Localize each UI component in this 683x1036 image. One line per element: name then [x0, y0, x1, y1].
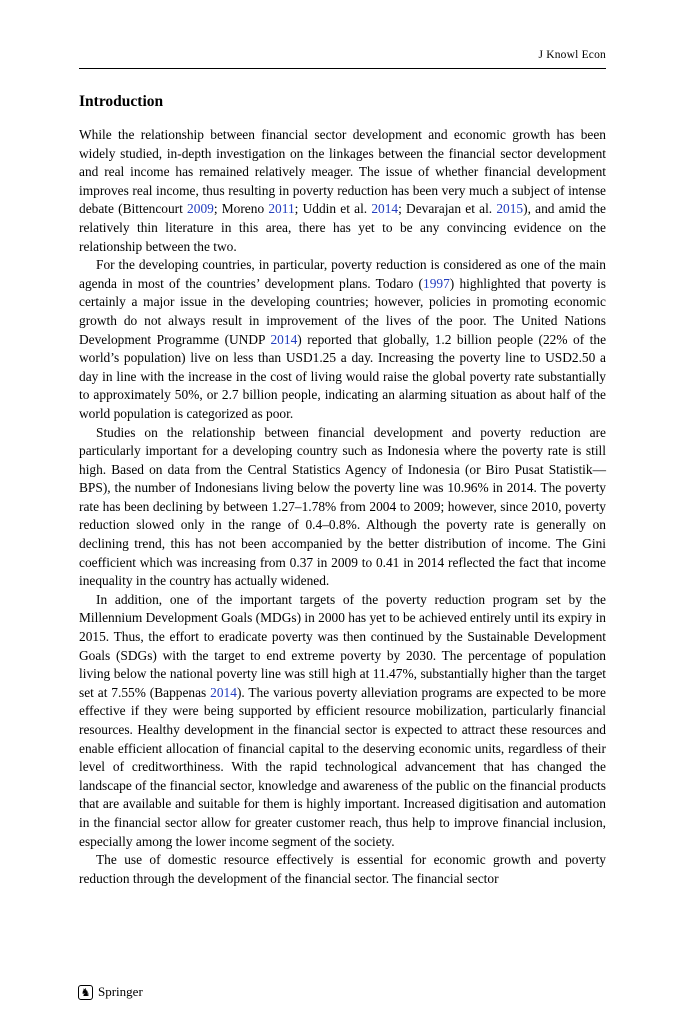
running-header — [79, 49, 606, 61]
citation-link[interactable]: 2011 — [268, 201, 295, 217]
paragraph-text: While the relationship between financial sector development and economic growth has been widely studied, in-depth investigation on the linkages between the financial sector development and real income has remained relatively meager. The issue of whether financial development improves real income, thus resulting in poverty reduction has been very much a subject of intense debate (Bittencourt — [79, 127, 606, 217]
paragraph-text: For the developing countries, in particular, poverty reduction is considered as one of the main agenda in most of the countries’ development plans. Todaro ( — [79, 257, 606, 291]
paragraph-text: The use of domestic resource effectively is essential for economic growth and poverty reduction through the development of the financial sector. The financial sector — [79, 852, 606, 886]
paragraphs-container — [79, 126, 606, 888]
paragraph-text: In addition, one of the important targets of the poverty reduction program set by the Millennium Development Goals (MDGs) in 2000 has yet to be achieved entirely until its expiry in 2015. Thus, the effort to eradicate poverty was then continued by the Sustainable Development Goals (SDGs) with the target to end extreme poverty by 2030. The percentage of population living below the national poverty line was still high at 11.47%, substantially higher than the target set at 7.55% (Bappenas — [79, 591, 606, 700]
paragraph-text: ; Devarajan et al. — [398, 201, 497, 217]
paragraph-text: ) highlighted that poverty is certainly a major issue in the developing countries; however, policies in promoting economic growth do not always result in improvement of the lives of the poor. The United Nations Development Programme (UNDP — [79, 275, 606, 347]
section-title: Introduction — [79, 93, 164, 110]
paragraph-text: ) reported that globally, 1.2 billion people (22% of the world’s population) live on less than USD1.25 a day. Increasing the poverty line to USD2.50 a day in line with the increase in the cost of living would raise the global poverty rate substantially to approximately 50%, or 2.7 billion people, indicating an alarming situation as about half of the world population is categorized as poor. — [79, 331, 607, 421]
citation-link[interactable]: 1997 — [423, 275, 450, 291]
paragraph — [79, 126, 606, 256]
paragraph-text: ), and amid the relatively thin literature in this area, there has yet to be any convincing evidence on the relationship between the two. — [79, 201, 607, 254]
paragraph-text: ). The various poverty alleviation programs are expected to be more effective if they were being supported by efficient resource mobilization, particularly financial resources. Healthy development in the financial sector is expected to attract these resources and enable efficient allocation of financial capital to the deserving economic units, regardless of their level of creditworthiness. With the rapid technological advancement that has changed the landscape of the financial sector, knowledge and awareness of the public on the financial products that are available and suitable for them is highly important. Increased digitisation and automation in the financial sector allow for greater customer reach, thus help to improve financial inclusion, especially among the lower income segment of the society. — [79, 684, 606, 849]
paragraph-text: ; Moreno — [213, 201, 269, 217]
journal-name: J Knowl Econ — [538, 49, 606, 61]
paragraph — [79, 591, 606, 851]
springer-logo-icon: ♞ — [78, 985, 93, 1000]
paragraph-text: ; Uddin et al. — [294, 201, 372, 217]
page-footer — [78, 984, 143, 1000]
citation-link[interactable]: 2015 — [496, 201, 524, 217]
header-rule — [79, 68, 606, 69]
citation-link[interactable]: 2014 — [210, 684, 237, 700]
citation-link[interactable]: 2014 — [371, 201, 399, 217]
paragraph — [79, 256, 606, 423]
paragraph — [79, 851, 606, 888]
paragraph — [79, 424, 606, 591]
citation-link[interactable]: 2014 — [270, 331, 298, 347]
paragraph-text: Studies on the relationship between financial development and poverty reduction are particularly important for a developing country such as Indonesia where the poverty rate is still high. Based on data from the Central Statistics Agency of Indonesia (or Biro Pusat Statistik—BPS), the number of Indonesians living below the poverty line was 10.96% in 2014. The poverty rate has been declining by between 1.27–1.78% from 2004 to 2009; however, since 2010, poverty reduction slowed only in the range of 0.4–0.8%. Although the poverty rate is generally on declining trend, this has not been accompanied by the better distribution of income. The Gini coefficient which was increasing from 0.37 in 2009 to 0.41 in 2014 reflected the fact that income inequality in the country has actually widened. — [79, 424, 606, 589]
publisher-name: Springer — [98, 984, 143, 999]
page-content — [79, 0, 606, 888]
citation-link[interactable]: 2009 — [187, 201, 214, 217]
